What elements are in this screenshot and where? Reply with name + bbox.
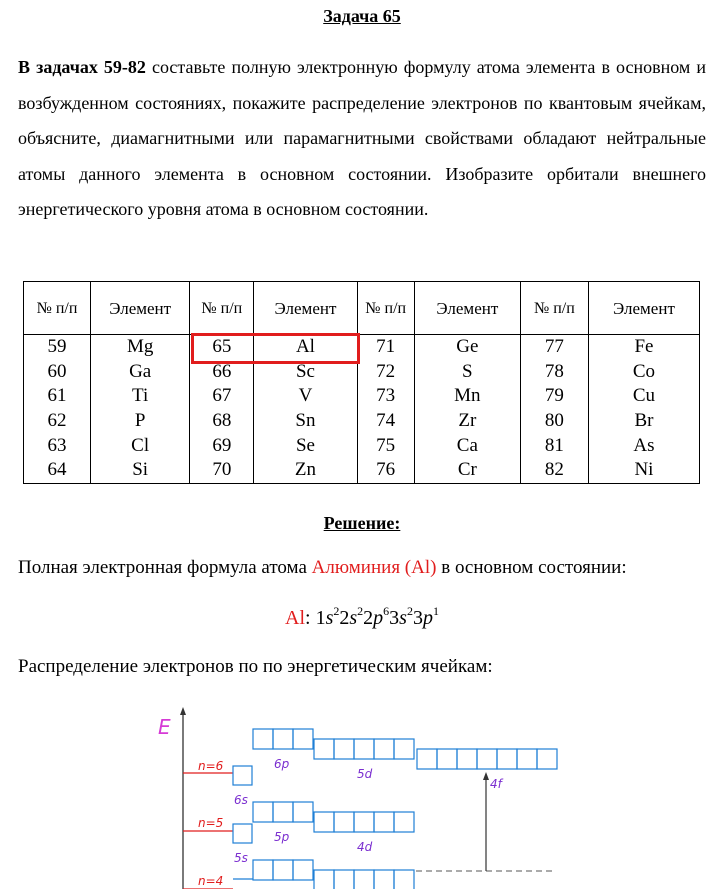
- highlight-box: [191, 333, 360, 364]
- orbital-cell-4f: [437, 749, 457, 769]
- sublevel-label: 4f: [490, 777, 502, 791]
- orbital-cell-5d: [394, 739, 414, 759]
- sublevel-label: 6s: [234, 793, 248, 807]
- sublevel-label: 5s: [234, 851, 248, 865]
- table-cell: 65: [190, 335, 254, 360]
- table-cell: Cl: [91, 433, 190, 458]
- table-cell: 80: [520, 409, 588, 434]
- table-row: [24, 409, 700, 434]
- energy-diagram: [150, 700, 570, 889]
- orbital-cell-4p: [253, 860, 273, 880]
- orbital-cell-4d: [354, 812, 374, 832]
- table-cell: 72: [357, 360, 414, 385]
- table-cell: 59: [24, 335, 91, 360]
- table-row: [24, 360, 700, 385]
- orbital-cell-3d: [354, 870, 374, 889]
- formula-term: $2p^6$: [363, 604, 390, 629]
- orbital-cell-5s: [233, 824, 252, 843]
- table-cell: V: [254, 384, 357, 409]
- table-row: [24, 433, 700, 458]
- orbital-cell-6p: [253, 729, 273, 749]
- table-cell: 79: [520, 384, 588, 409]
- header-element: Элемент: [588, 282, 699, 335]
- table-cell: Ca: [414, 433, 520, 458]
- table-cell: 70: [190, 458, 254, 483]
- table-cell: Co: [588, 360, 699, 385]
- orbital-cell-6p: [273, 729, 293, 749]
- table-cell: P: [91, 409, 190, 434]
- header-element: Элемент: [414, 282, 520, 335]
- table-cell: Mg: [91, 335, 190, 360]
- orbital-cell-4f: [497, 749, 517, 769]
- table-cell: Sn: [254, 409, 357, 434]
- elements-table: [23, 281, 700, 484]
- task-text: [18, 50, 706, 228]
- table-cell: Cr: [414, 458, 520, 483]
- table-cell: Si: [91, 458, 190, 483]
- table-cell: 74: [357, 409, 414, 434]
- formula-term: $3s^2$: [389, 604, 413, 629]
- orbital-cell-4d: [374, 812, 394, 832]
- table-cell: Ga: [91, 360, 190, 385]
- table-row: [24, 458, 700, 483]
- table-cell: 64: [24, 458, 91, 483]
- orbital-cell-4p: [273, 860, 293, 880]
- orbital-cell-3d: [314, 870, 334, 889]
- sublevel-label: 5d: [357, 767, 373, 781]
- table-row: [24, 384, 700, 409]
- table-cell: 82: [520, 458, 588, 483]
- header-num: № п/п: [24, 282, 91, 335]
- table-cell: 73: [357, 384, 414, 409]
- header-element: Элемент: [91, 282, 190, 335]
- table-cell: 81: [520, 433, 588, 458]
- level-label: n=5: [198, 816, 224, 830]
- orbital-cell-5d: [334, 739, 354, 759]
- table-cell: Sc: [254, 360, 357, 385]
- formula-term: $1s^2$: [315, 604, 340, 629]
- header-element: Элемент: [254, 282, 357, 335]
- header-num: № п/п: [190, 282, 254, 335]
- orbital-cell-4d: [314, 812, 334, 832]
- orbital-cell-4d: [334, 812, 354, 832]
- orbital-cell-5d: [354, 739, 374, 759]
- orbital-cell-3d: [334, 870, 354, 889]
- orbital-cell-5d: [314, 739, 334, 759]
- axis-arrow-icon: [180, 707, 186, 715]
- table-cell: Se: [254, 433, 357, 458]
- table-cell: Cu: [588, 384, 699, 409]
- distribution-text: Распределение электронов по по энергетическим ячейкам:: [18, 656, 493, 677]
- full-formula-prefix: Полная электронная формула атома: [18, 557, 312, 578]
- table-cell: 66: [190, 360, 254, 385]
- page-title: Задача 65: [323, 6, 401, 26]
- solution-title: Решение:: [323, 513, 401, 533]
- orbital-cell-4f: [457, 749, 477, 769]
- formula-term: $3p^1$: [412, 604, 439, 629]
- table-cell: 76: [357, 458, 414, 483]
- axis-label: E: [158, 715, 171, 739]
- task-body: составьте полную электронную формулу атома элемента в основном и возбужденном состояниях, покажите распределение электронов по квантовым ячейкам, объясните, диамагнитными или парамагнитными свойствами обладают нейтральные атомы данного элемента в основном состоянии. Изобразите орбитали внешнего энергетического уровня атома в основном состоянии.: [18, 57, 706, 219]
- table-cell: 60: [24, 360, 91, 385]
- table-cell: Ni: [588, 458, 699, 483]
- sublevel-label: 4d: [357, 840, 373, 854]
- header-num: № п/п: [520, 282, 588, 335]
- arrow-up-icon: [483, 772, 489, 780]
- orbital-cell-3d: [374, 870, 394, 889]
- table-cell: As: [588, 433, 699, 458]
- element-name: Алюминия (Al): [311, 557, 437, 578]
- table-header-row: [24, 282, 700, 335]
- formula-separator: :: [305, 607, 316, 629]
- table-cell: 71: [357, 335, 414, 360]
- orbital-cell-5p: [293, 802, 313, 822]
- full-formula-text: [18, 557, 627, 579]
- orbital-cell-4f: [417, 749, 437, 769]
- table-cell: S: [414, 360, 520, 385]
- formula-term: $2s^2$: [339, 604, 364, 629]
- sublevel-label: 5p: [274, 830, 290, 844]
- orbital-cell-3d: [394, 870, 414, 889]
- table-cell: 68: [190, 409, 254, 434]
- orbital-cell-4f: [517, 749, 537, 769]
- orbital-cell-5p: [273, 802, 293, 822]
- header-num: № п/п: [357, 282, 414, 335]
- orbital-cell-4f: [537, 749, 557, 769]
- table-cell: Ge: [414, 335, 520, 360]
- level-label: n=6: [198, 759, 224, 773]
- table-cell: Zr: [414, 409, 520, 434]
- sublevel-label: 6p: [274, 757, 290, 771]
- formula-symbol: Al: [285, 607, 306, 629]
- orbital-cell-4p: [293, 860, 313, 880]
- table-cell: 63: [24, 433, 91, 458]
- orbital-cell-4d: [394, 812, 414, 832]
- table-cell: Br: [588, 409, 699, 434]
- full-formula-suffix: в основном состоянии:: [436, 557, 627, 578]
- table-cell: 78: [520, 360, 588, 385]
- orbital-cell-6s: [233, 766, 252, 785]
- table-cell: Fe: [588, 335, 699, 360]
- table-cell: 62: [24, 409, 91, 434]
- table-cell: 69: [190, 433, 254, 458]
- table-cell: 67: [190, 384, 254, 409]
- table-cell: Al: [254, 335, 357, 360]
- table-cell: Ti: [91, 384, 190, 409]
- orbital-cell-5d: [374, 739, 394, 759]
- table-cell: 75: [357, 433, 414, 458]
- orbital-cell-4f: [477, 749, 497, 769]
- orbital-cell-5p: [253, 802, 273, 822]
- task-bold-prefix: В задачах 59-82: [18, 57, 146, 77]
- table-cell: Mn: [414, 384, 520, 409]
- electron-formula: [0, 604, 724, 630]
- table-cell: 77: [520, 335, 588, 360]
- orbital-cell-6p: [293, 729, 313, 749]
- level-label: n=4: [198, 874, 224, 888]
- table-cell: 61: [24, 384, 91, 409]
- table-row: [24, 335, 700, 360]
- table-cell: Zn: [254, 458, 357, 483]
